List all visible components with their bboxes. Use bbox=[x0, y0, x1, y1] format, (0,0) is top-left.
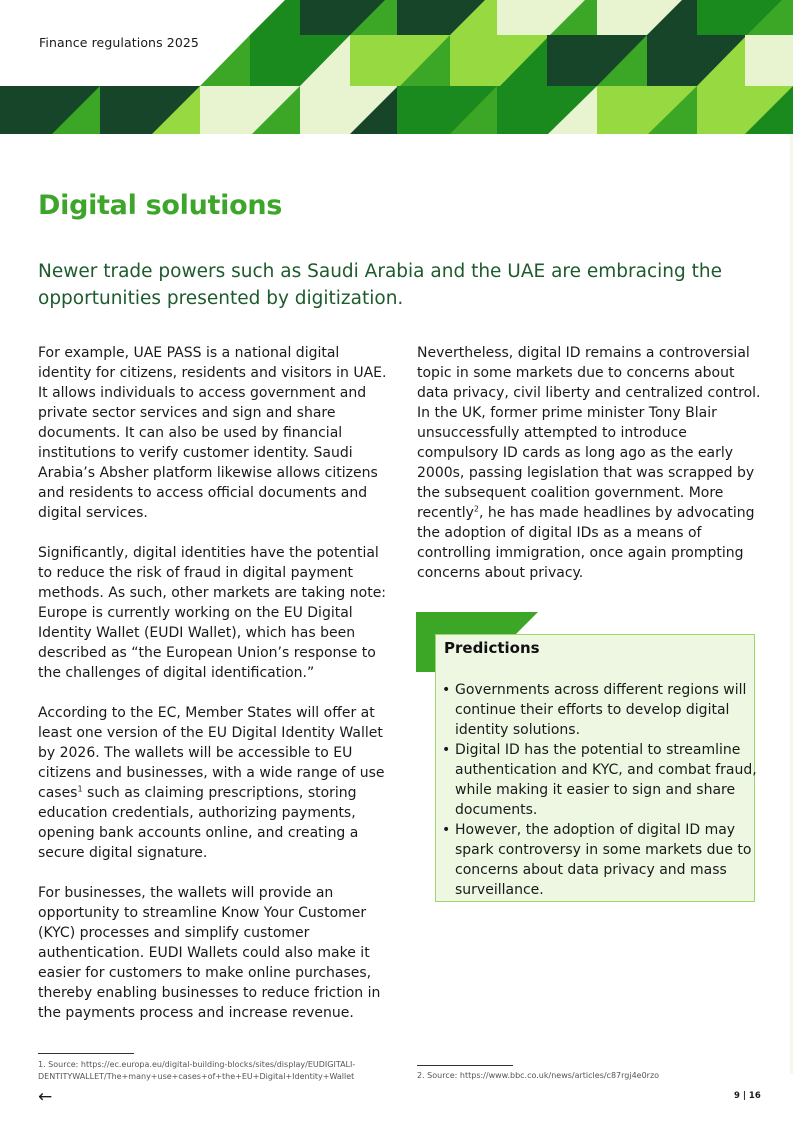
header-geometric-pattern bbox=[0, 0, 793, 134]
paragraph-businesses: For businesses, the wallets will provide an opportunity to streamline Know Your Customer (KYC) processes and simplify customer authentication. EUDI Wallets could also make it easier for customers to make online purchases, thereby enabling businesses to reduce friction in the payments process and increase revenue. bbox=[38, 885, 381, 1021]
document-label: Finance regulations 2025 bbox=[39, 35, 199, 50]
paragraph-fraud-risk: Significantly, digital identities have the potential to reduce the risk of fraud in digital payment methods. As such, other markets are taking note: Europe is currently working on the EU Digital Identity Wallet (EUDI Wallet), which has been described as “the European Union’s response to the challenges of digital identification.” bbox=[38, 545, 387, 681]
prediction-item: • Governments across different regions will continue their efforts to develop digital identity solutions. bbox=[440, 680, 758, 740]
predictions-list bbox=[440, 680, 758, 900]
left-column bbox=[38, 343, 388, 1043]
back-arrow-icon[interactable]: ← bbox=[38, 1087, 53, 1107]
page-title: Digital solutions bbox=[38, 190, 283, 221]
footnote-ref-2[interactable]: 2 bbox=[473, 504, 480, 514]
prediction-item: • Digital ID has the potential to streamline authentication and KYC, and combat fraud, while making it easier to sign and share documents. bbox=[440, 740, 758, 820]
footnote-divider-left bbox=[38, 1053, 134, 1054]
predictions-title: Predictions bbox=[444, 639, 540, 657]
paragraph-uae-pass: For example, UAE PASS is a national digital identity for citizens, residents and visitors in UAE. It allows individuals to access government and private sector services and sign and share documents. It can also be used by financial institutions to verify customer identity. Saudi Arabia’s Absher platform likewise allows citizens and residents to access official documents and digital services. bbox=[38, 345, 387, 521]
footnote-divider-right bbox=[417, 1065, 513, 1066]
footnote-2: 2. Source: https://www.bbc.co.uk/news/articles/c87rgj4e0rzo bbox=[417, 1071, 660, 1080]
intro-paragraph: Newer trade powers such as Saudi Arabia and the UAE are embracing the opportunities presented by digitization. bbox=[38, 261, 722, 309]
prediction-item: • However, the adoption of digital ID may spark controversy in some markets due to concerns about data privacy and mass surveillance. bbox=[440, 820, 758, 900]
right-column bbox=[417, 343, 762, 603]
paragraph-controversy: Nevertheless, digital ID remains a controversial topic in some markets due to concerns about data privacy, civil liberty and centralized control. In the UK, former prime minister Tony Blair unsuccessfully attempted to introduce compulsory ID cards as long ago as the early 2000s, passing legislation that was scrapped by the subsequent coalition government. More recently$^2$, he has made headlines by advocating the adoption of digital IDs as a means of controlling immigration, once again prompting concerns about privacy. bbox=[417, 345, 761, 581]
footnote-ref-1[interactable]: 1 bbox=[77, 784, 83, 794]
page-number: 9 | 16 bbox=[734, 1091, 761, 1101]
footnote-1: 1. Source: https://ec.europa.eu/digital-building-blocks/sites/display/EUDIGITALI-DENTITYWALLET/The+many+use+cases+of+the+EU+Digital+Identity+Wallet bbox=[38, 1060, 356, 1081]
paragraph-ec-wallets: According to the EC, Member States will offer at least one version of the EU Digital Identity Wallet by 2026. The wallets will be accessible to EU citizens and businesses, with a wide range of use cases$^1$ such as claiming prescriptions, storing education credentials, authorizing payments, opening bank accounts online, and creating a secure digital signature. bbox=[38, 705, 385, 861]
